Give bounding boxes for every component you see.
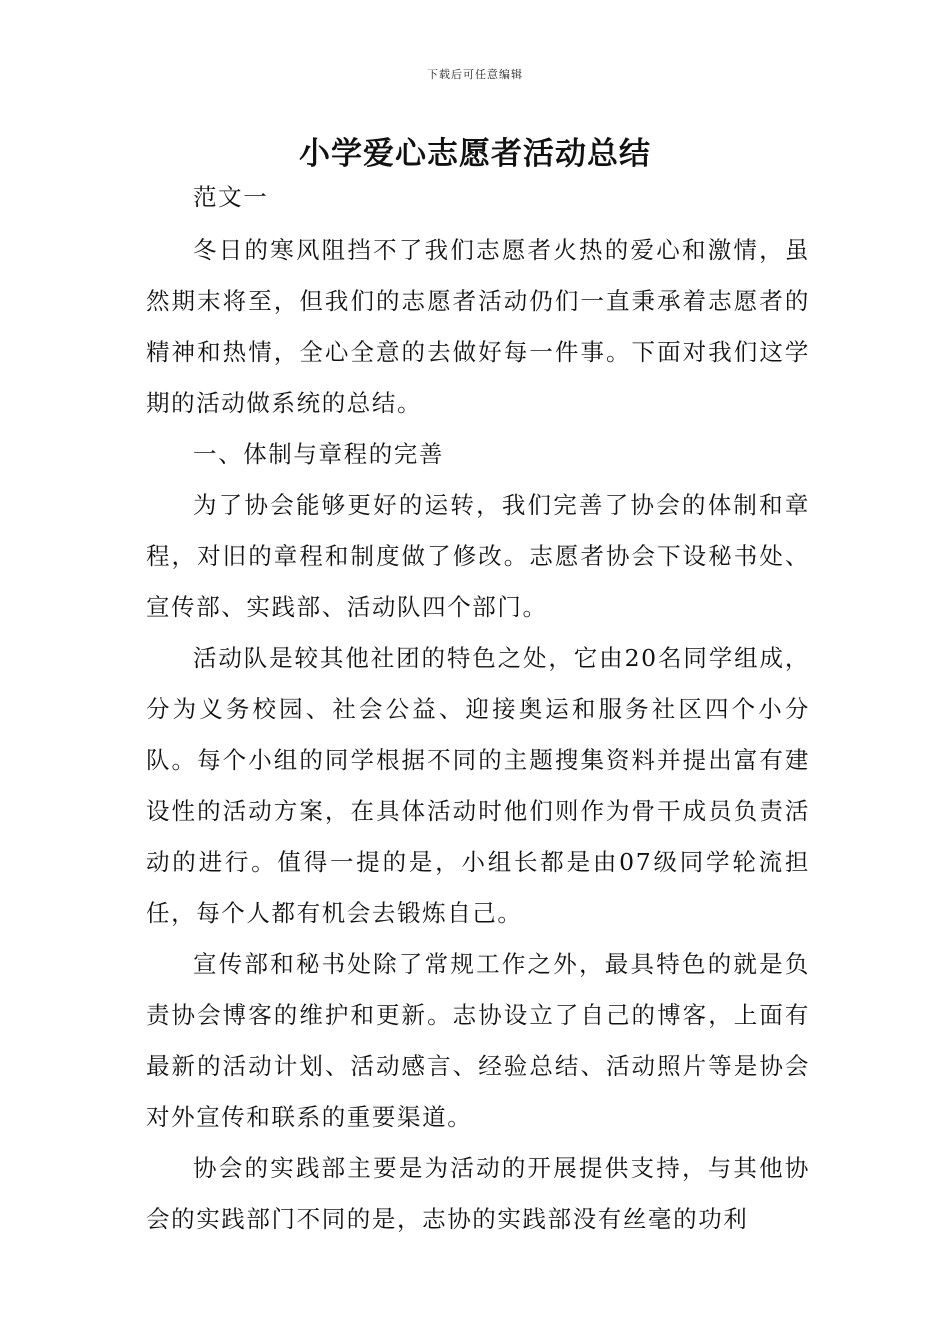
paragraph-structure: 为了协会能够更好的运转，我们完善了协会的体制和章程，对旧的章程和制度做了修改。志愿者协会下设秘书处、宣传部、实践部、活动队四个部门。 xyxy=(146,491,810,621)
paragraph-practice: 协会的实践部主要是为活动的开展提供支持，与其他协会的实践部门不同的是，志协的实践部没有丝毫的功利 xyxy=(146,1154,810,1233)
paragraph-intro: 冬日的寒风阻挡不了我们志愿者火热的爱心和激情，虽然期末将至，但我们的志愿者活动仍们一直秉承着志愿者的精神和热情，全心全意的去做好每一件事。下面对我们这学期的活动做系统的总结。 xyxy=(146,236,810,417)
paragraph-publicity: 宣传部和秘书处除了常规工作之外，最具特色的就是负责协会博客的维护和更新。志协设立了自己的博客，上面有最新的活动计划、活动感言、经验总结、活动照片等是协会对外宣传和联系的重要渠道。 xyxy=(146,950,810,1131)
document-title: 小学爱心志愿者活动总结 xyxy=(299,136,651,172)
section-heading: 一、体制与章程的完善 xyxy=(193,440,444,468)
section-label: 范文一 xyxy=(193,183,269,211)
header-note: 下载后可任意编辑 xyxy=(427,68,523,81)
paragraph-activity-team: 活动队是较其他社团的特色之处，它由20名同学组成，分为义务校园、社会公益、迎接奥运和服务社区四个小分队。每个小组的同学根据不同的主题搜集资料并提出富有建设性的活动方案，在具体活动时他们则作为骨干成员负责活动的进行。值得一提的是，小组长都是由07级同学轮流担任，每个人都有机会去锻炼自己。 xyxy=(146,644,810,927)
document-body xyxy=(146,172,810,1245)
